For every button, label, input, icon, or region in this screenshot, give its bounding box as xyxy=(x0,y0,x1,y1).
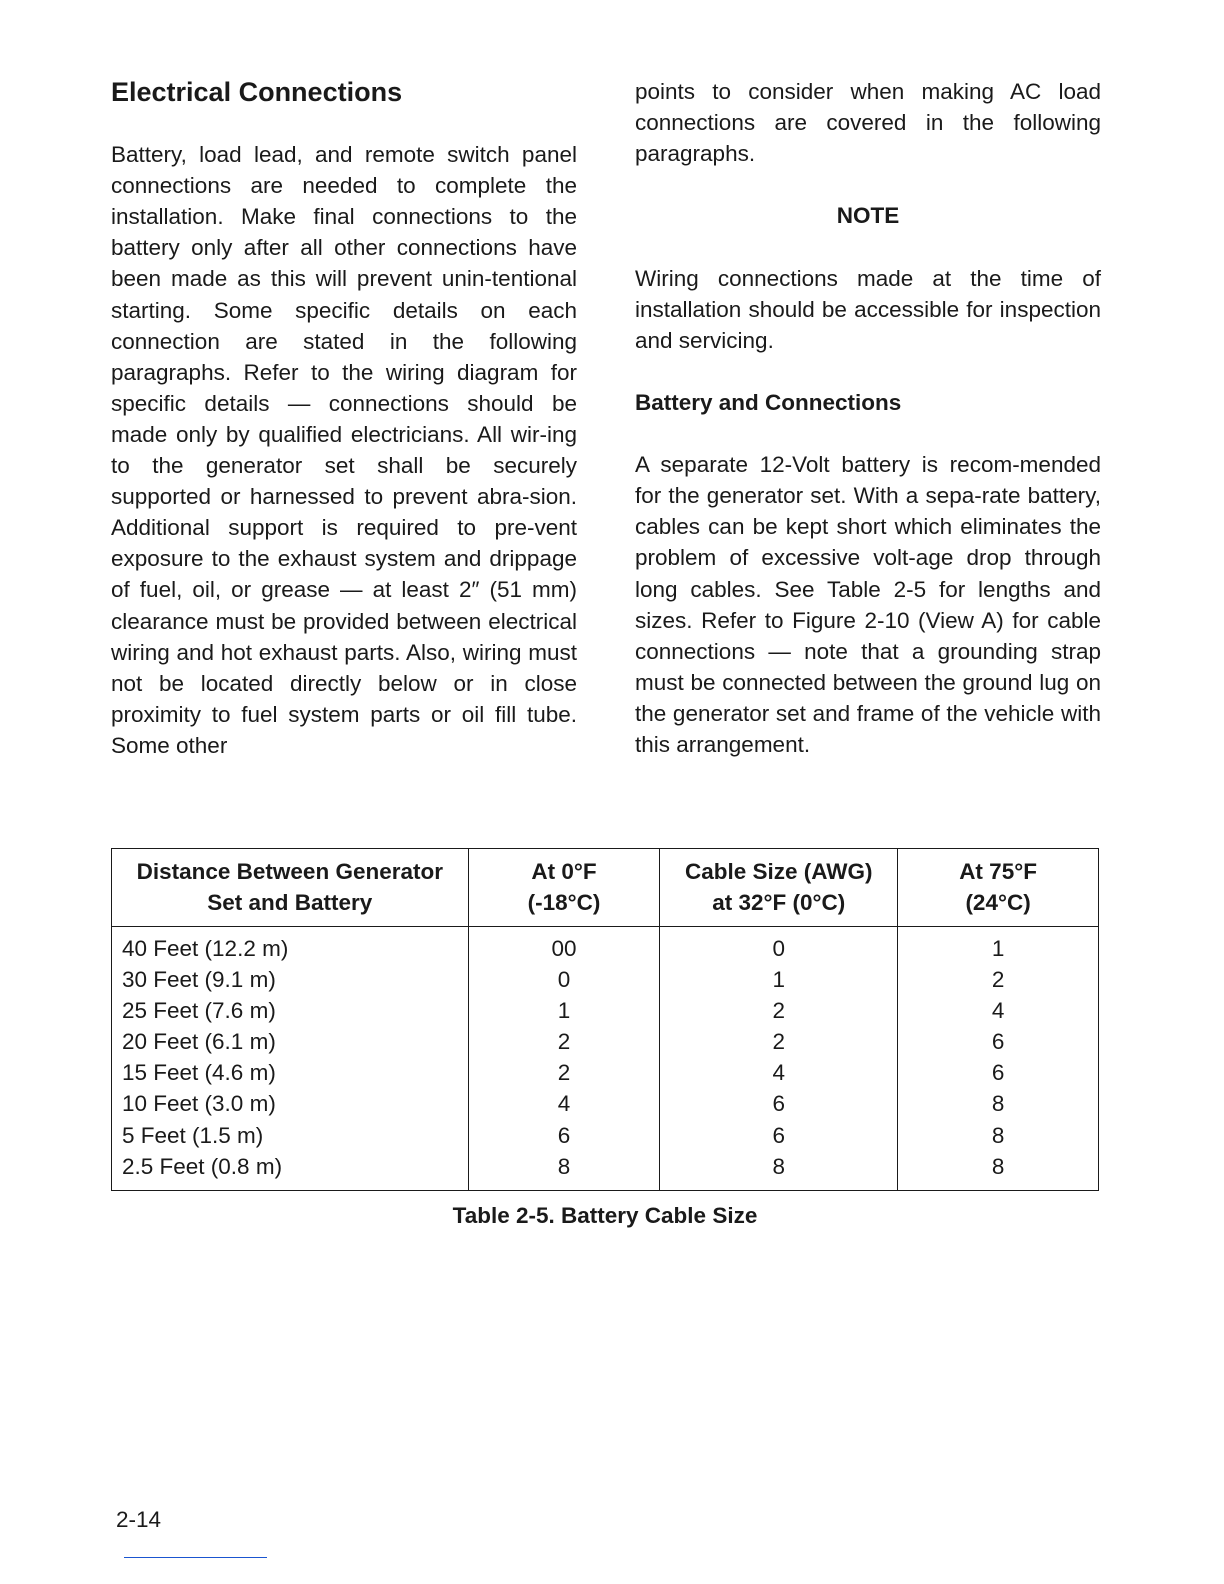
cell-at-32f: 4 xyxy=(660,1057,898,1088)
cell-at-75f: 8 xyxy=(898,1088,1099,1119)
cell-at-0f: 4 xyxy=(468,1088,660,1119)
cell-at-75f: 4 xyxy=(898,995,1099,1026)
cell-at-0f: 0 xyxy=(468,964,660,995)
left-column xyxy=(111,76,577,761)
cell-at-75f: 8 xyxy=(898,1120,1099,1151)
cell-distance: 2.5 Feet (0.8 m) xyxy=(112,1151,469,1191)
cell-at-75f: 1 xyxy=(898,927,1099,965)
cell-at-32f: 2 xyxy=(660,995,898,1026)
header-distance: Distance Between Generator Set and Battery xyxy=(112,849,469,927)
cell-distance: 20 Feet (6.1 m) xyxy=(112,1026,469,1057)
cell-at-32f: 0 xyxy=(660,927,898,965)
battery-paragraph: A separate 12-Volt battery is recom-mended for the generator set. With a sepa-rate battery, cables can be kept short which eliminates the problem of excessive volt-age drop through long cables. See Table 2-5 for lengths and sizes. Refer to Figure 2-10 (View A) for cable connections — note that a grounding strap must be connected between the ground lug on the generator set and frame of the vehicle with this arrangement. xyxy=(635,452,1101,757)
cell-at-75f: 8 xyxy=(898,1151,1099,1191)
section-heading: Electrical Connections xyxy=(111,77,403,107)
cell-at-32f: 1 xyxy=(660,964,898,995)
cell-at-32f: 6 xyxy=(660,1088,898,1119)
table-row xyxy=(112,1088,1099,1119)
electrical-connections-paragraph: Battery, load lead, and remote switch panel connections are needed to complete the installation. Make final connections to the battery only after all other connections have been made as this will prevent unin-tentional starting. Some specific details on each connection are stated in the following paragraphs. Refer to the wiring diagram for specific details — connections should be made only by qualified electricians. All wir-ing to the generator set shall be securely supported or harnessed to prevent abra-sion. Additional support is required to pre-vent exposure to the exhaust system and drippage of fuel, oil, or grease — at least 2″ (51 mm) clearance must be provided between electrical wiring and hot exhaust parts. Also, wiring must not be located directly below or in close proximity to fuel system parts or oil fill tube. Some other xyxy=(111,142,577,758)
table-row xyxy=(112,1151,1099,1191)
cell-distance: 5 Feet (1.5 m) xyxy=(112,1120,469,1151)
cell-at-0f: 8 xyxy=(468,1151,660,1191)
header-at-75f: At 75°F (24°C) xyxy=(898,849,1099,927)
table-header-row xyxy=(112,849,1099,927)
cell-at-75f: 6 xyxy=(898,1057,1099,1088)
battery-cable-table xyxy=(111,848,1099,1191)
cell-at-75f: 2 xyxy=(898,964,1099,995)
cell-at-0f: 1 xyxy=(468,995,660,1026)
note-title: NOTE xyxy=(836,203,900,229)
cell-distance: 10 Feet (3.0 m) xyxy=(112,1088,469,1119)
cell-distance: 15 Feet (4.6 m) xyxy=(112,1057,469,1088)
table-row xyxy=(112,964,1099,995)
continuation-paragraph: points to consider when making AC load connections are covered in the following paragraphs. xyxy=(635,79,1101,167)
cell-distance: 25 Feet (7.6 m) xyxy=(112,995,469,1026)
header-at-0f: At 0°F (-18°C) xyxy=(468,849,660,927)
table-caption: Table 2-5. Battery Cable Size xyxy=(452,1203,758,1228)
page-number: 2-14 xyxy=(116,1507,162,1532)
cell-at-0f: 00 xyxy=(468,927,660,965)
header-cable-size: Cable Size (AWG) at 32°F (0°C) xyxy=(660,849,898,927)
cell-at-32f: 6 xyxy=(660,1120,898,1151)
battery-subheading: Battery and Connections xyxy=(635,389,902,415)
cell-distance: 40 Feet (12.2 m) xyxy=(112,927,469,965)
cell-at-0f: 2 xyxy=(468,1026,660,1057)
cell-distance: 30 Feet (9.1 m) xyxy=(112,964,469,995)
table-row xyxy=(112,1057,1099,1088)
note-text: Wiring connections made at the time of installation should be accessible for inspection and servicing. xyxy=(635,265,1101,353)
table-row xyxy=(112,927,1099,965)
cell-at-0f: 6 xyxy=(468,1120,660,1151)
cell-at-0f: 2 xyxy=(468,1057,660,1088)
cell-at-75f: 6 xyxy=(898,1026,1099,1057)
table-row xyxy=(112,995,1099,1026)
cell-at-32f: 8 xyxy=(660,1151,898,1191)
bottom-rule xyxy=(124,1557,267,1558)
cell-at-32f: 2 xyxy=(660,1026,898,1057)
table-row xyxy=(112,1120,1099,1151)
right-column xyxy=(635,76,1101,760)
table-row xyxy=(112,1026,1099,1057)
